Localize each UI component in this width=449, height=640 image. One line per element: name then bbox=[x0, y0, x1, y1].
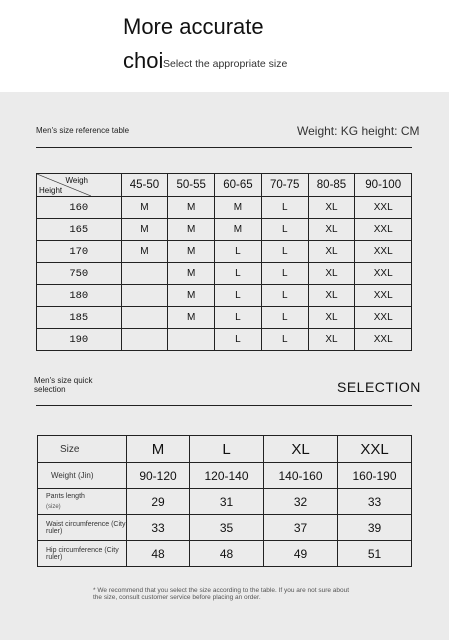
height-cell: 750 bbox=[37, 263, 122, 285]
size-cell: L bbox=[261, 219, 308, 241]
weight-range-header: 45-50 bbox=[121, 174, 168, 197]
size-cell: M bbox=[121, 219, 168, 241]
size-label-cell: Size bbox=[38, 436, 127, 463]
value-cell: 48 bbox=[190, 541, 264, 567]
value-cell: 31 bbox=[190, 489, 264, 515]
value-cell: 51 bbox=[337, 541, 411, 567]
height-cell: 160 bbox=[37, 197, 122, 219]
size-cell: XL bbox=[308, 219, 355, 241]
page-title-line-2: choi bbox=[123, 48, 164, 73]
value-cell: 35 bbox=[190, 515, 264, 541]
weight-range-header: 80-85 bbox=[308, 174, 355, 197]
size-cell bbox=[121, 285, 168, 307]
value-cell: 160-190 bbox=[337, 463, 411, 489]
size-header: M bbox=[127, 436, 190, 463]
size-cell bbox=[168, 329, 215, 351]
size-cell: XL bbox=[308, 329, 355, 351]
size-cell: L bbox=[215, 329, 262, 351]
size-cell: L bbox=[261, 197, 308, 219]
row-label: Hip circumference (City ruler) bbox=[38, 541, 127, 567]
size-cell bbox=[121, 307, 168, 329]
quick-selection-table bbox=[37, 435, 412, 567]
size-cell: XL bbox=[308, 241, 355, 263]
weight-range-header: 50-55 bbox=[168, 174, 215, 197]
weight-range-header: 60-65 bbox=[215, 174, 262, 197]
size-cell: L bbox=[261, 329, 308, 351]
row-label: Weight (Jin) bbox=[38, 463, 127, 489]
size-cell: M bbox=[168, 307, 215, 329]
table-row bbox=[38, 515, 412, 541]
row-label-cell bbox=[38, 489, 127, 515]
value-cell: 37 bbox=[264, 515, 338, 541]
divider bbox=[36, 147, 412, 148]
size-header-row bbox=[38, 436, 412, 463]
value-cell: 49 bbox=[264, 541, 338, 567]
quick-selection-title: SELECTION bbox=[337, 379, 421, 395]
size-cell: L bbox=[261, 263, 308, 285]
value-cell: 90-120 bbox=[127, 463, 190, 489]
weight-range-header: 70-75 bbox=[261, 174, 308, 197]
size-cell: L bbox=[215, 241, 262, 263]
size-cell: XXL bbox=[355, 263, 412, 285]
height-axis-label: Height bbox=[39, 186, 63, 195]
size-reference-table bbox=[36, 173, 412, 351]
size-cell: XL bbox=[308, 263, 355, 285]
value-cell: 33 bbox=[127, 515, 190, 541]
size-cell: XXL bbox=[355, 219, 412, 241]
reference-table-label: Men's size reference table bbox=[36, 126, 130, 135]
size-cell: XXL bbox=[355, 329, 412, 351]
size-cell: M bbox=[168, 219, 215, 241]
size-cell: XXL bbox=[355, 241, 412, 263]
quick-selection-label-line-1: Men's size quick bbox=[34, 376, 93, 385]
table-row bbox=[37, 197, 412, 219]
size-cell: L bbox=[215, 285, 262, 307]
reference-units: Weight: KG height: CM bbox=[297, 124, 420, 138]
divider bbox=[36, 405, 412, 406]
row-label: Waist circumference (City ruler) bbox=[38, 515, 127, 541]
size-cell: M bbox=[168, 241, 215, 263]
size-cell: XXL bbox=[355, 285, 412, 307]
page-subtitle: Select the appropriate size bbox=[163, 58, 288, 70]
height-cell: 190 bbox=[37, 329, 122, 351]
size-cell: L bbox=[261, 285, 308, 307]
size-header: XXL bbox=[337, 436, 411, 463]
size-header: XL bbox=[264, 436, 338, 463]
size-cell: XXL bbox=[355, 307, 412, 329]
height-cell: 180 bbox=[37, 285, 122, 307]
size-cell: XL bbox=[308, 307, 355, 329]
table-row bbox=[37, 219, 412, 241]
size-cell bbox=[121, 263, 168, 285]
value-cell: 39 bbox=[337, 515, 411, 541]
size-cell: L bbox=[261, 307, 308, 329]
page-title-line-1: More accurate bbox=[123, 14, 264, 39]
header bbox=[0, 0, 449, 92]
size-cell: L bbox=[215, 263, 262, 285]
size-cell: L bbox=[215, 307, 262, 329]
size-cell: M bbox=[168, 263, 215, 285]
size-cell: M bbox=[121, 241, 168, 263]
size-cell bbox=[121, 329, 168, 351]
table-row bbox=[37, 285, 412, 307]
weight-axis-label: Weigh bbox=[65, 176, 88, 185]
size-recommendation-note: * We recommend that you select the size according to the table. If you are not sure about the size, consult customer service before placing an order. bbox=[93, 587, 350, 601]
value-cell: 32 bbox=[264, 489, 338, 515]
size-header: L bbox=[190, 436, 264, 463]
size-cell: M bbox=[168, 285, 215, 307]
table-row bbox=[37, 263, 412, 285]
size-cell: L bbox=[261, 241, 308, 263]
value-cell: 29 bbox=[127, 489, 190, 515]
table-row bbox=[37, 307, 412, 329]
height-cell: 185 bbox=[37, 307, 122, 329]
weight-range-header: 90-100 bbox=[355, 174, 412, 197]
table-row bbox=[38, 541, 412, 567]
size-cell: M bbox=[215, 197, 262, 219]
corner-cell bbox=[37, 174, 122, 197]
size-cell: XL bbox=[308, 197, 355, 219]
size-cell: M bbox=[215, 219, 262, 241]
size-cell: M bbox=[168, 197, 215, 219]
quick-selection-label-line-2: selection bbox=[34, 385, 66, 394]
table-row bbox=[37, 241, 412, 263]
value-cell: 33 bbox=[337, 489, 411, 515]
size-cell: XL bbox=[308, 285, 355, 307]
value-cell: 120-140 bbox=[190, 463, 264, 489]
table-row bbox=[38, 463, 412, 489]
value-cell: 140-160 bbox=[264, 463, 338, 489]
row-label: Pants length bbox=[46, 492, 85, 500]
row-sublabel: (size) bbox=[46, 503, 61, 510]
height-cell: 170 bbox=[37, 241, 122, 263]
value-cell: 48 bbox=[127, 541, 190, 567]
table-header-row bbox=[37, 174, 412, 197]
table-row bbox=[38, 489, 412, 515]
height-cell: 165 bbox=[37, 219, 122, 241]
size-cell: M bbox=[121, 197, 168, 219]
table-row bbox=[37, 329, 412, 351]
size-cell: XXL bbox=[355, 197, 412, 219]
